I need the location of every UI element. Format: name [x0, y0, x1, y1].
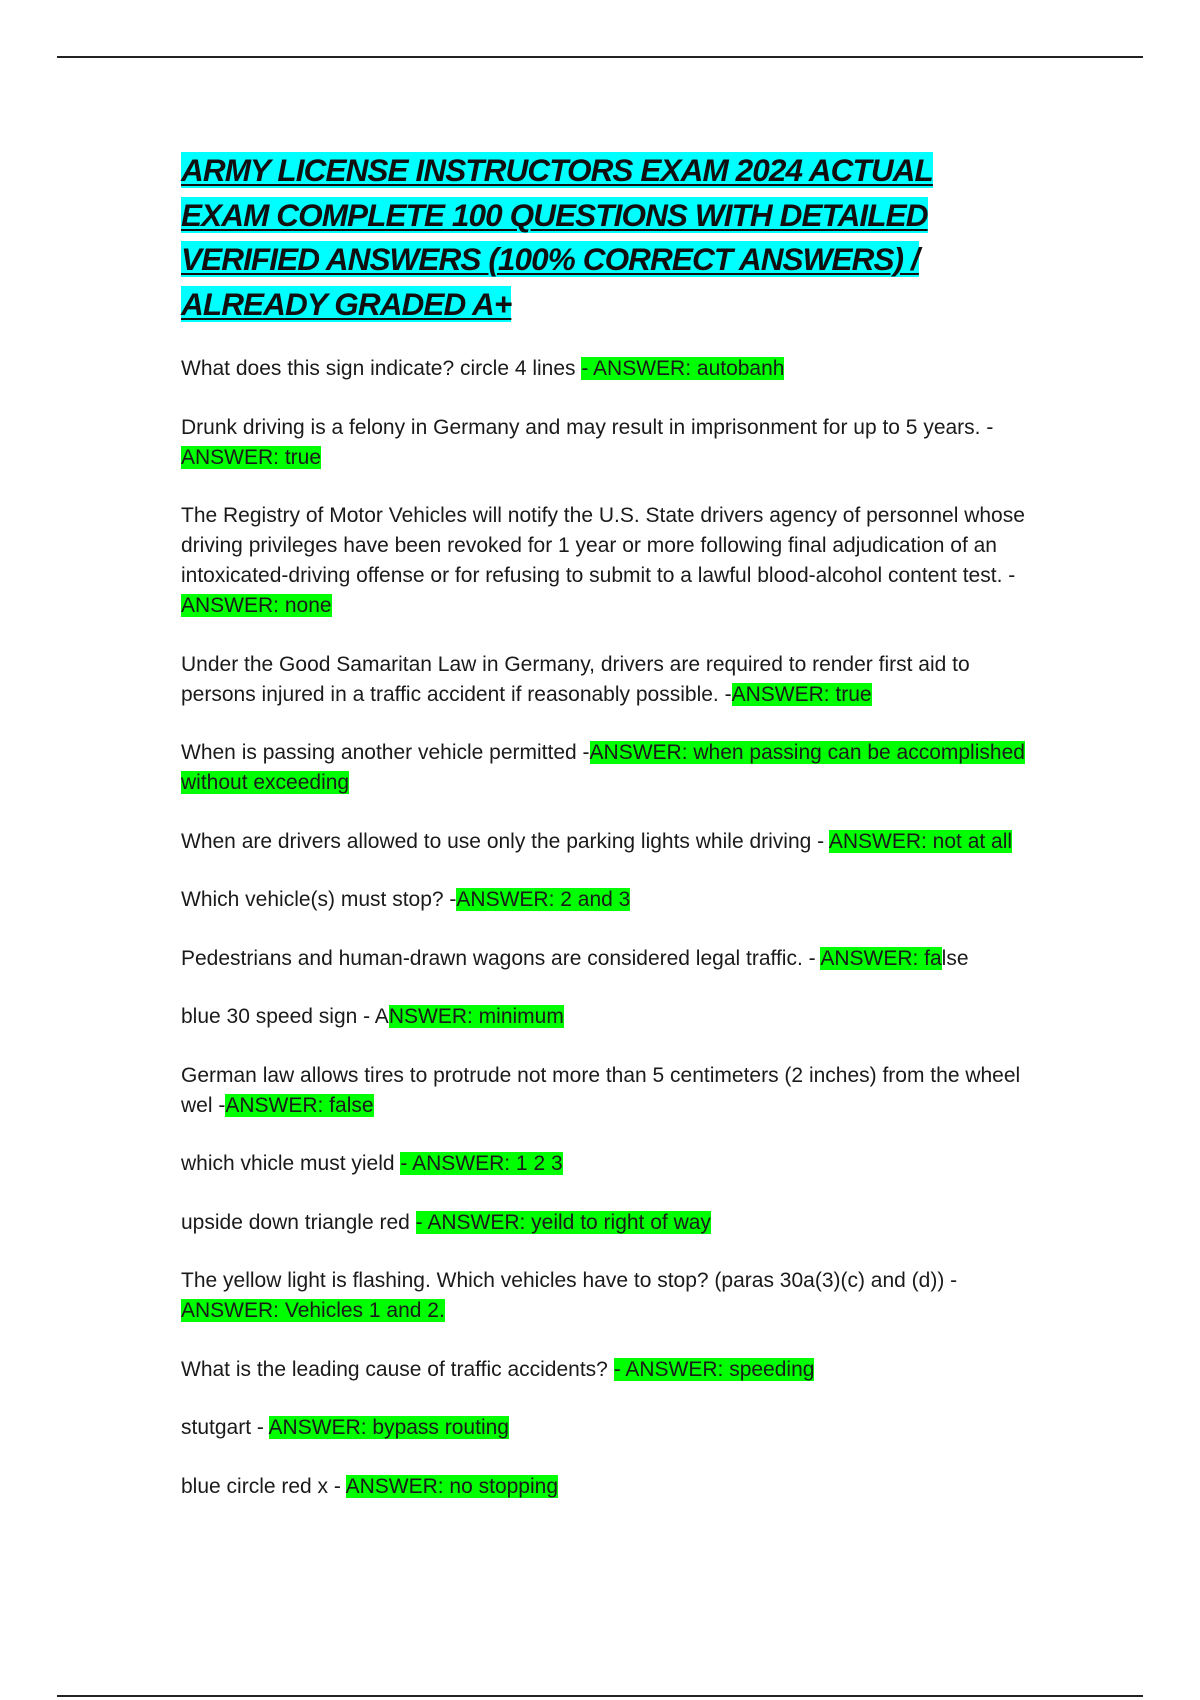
title-line: ALREADY GRADED A+: [181, 285, 512, 322]
qa-item: [181, 501, 1031, 621]
answer-highlight: - ANSWER: speeding: [613, 1357, 815, 1381]
title-line: ARMY LICENSE INSTRUCTORS EXAM 2024 ACTUAL: [181, 152, 933, 188]
qa-item: [181, 413, 1031, 473]
qa-item: [181, 1355, 1031, 1385]
answer-highlight: ANSWER: true: [181, 445, 322, 469]
answer-highlight: ANSWER: none: [181, 594, 332, 617]
title-line: VERIFIED ANSWERS (100% CORRECT ANSWERS) /: [181, 241, 919, 277]
qa-item: [181, 354, 1031, 384]
qa-item: [181, 944, 1031, 974]
qa-item: [181, 738, 1031, 798]
question-text: The yellow light is flashing. Which vehicles have to stop? (paras 30a(3)(c) and (d)) -: [181, 1269, 958, 1292]
qa-item: [181, 1061, 1031, 1121]
qa-item: [181, 885, 1031, 915]
answer-highlight: ANSWER: no stopping: [345, 1474, 559, 1498]
question-text: Which vehicle(s) must stop? -: [181, 888, 457, 911]
answer-highlight: - ANSWER: autobanh: [581, 357, 785, 380]
bottom-rule: [57, 1695, 1143, 1697]
question-text: The Registry of Motor Vehicles will notify the U.S. State drivers agency of personnel whose driving privileges have been revoked for 1 year or more following final adjudication of an intoxicated-driving offense or for refusing to submit to a lawful blood-alcohol content test. -: [181, 504, 1025, 587]
question-text: which vhicle must yield: [181, 1152, 401, 1175]
answer-highlight: ANSWER: not at all: [828, 829, 1013, 853]
answer-highlight: ANSWER: when passing can be accomplished without exceeding: [181, 741, 1025, 794]
qa-item: [181, 1208, 1031, 1238]
question-text: blue circle red x -: [181, 1474, 346, 1498]
question-text: What is the leading cause of traffic accidents?: [181, 1357, 614, 1381]
question-text: When are drivers allowed to use only the parking lights while driving -: [181, 829, 829, 853]
answer-highlight: ANSWER: true: [731, 682, 872, 706]
question-text: What does this sign indicate? circle 4 lines: [181, 357, 582, 380]
question-text: When is passing another vehicle permitted -: [181, 741, 590, 764]
answer-highlight: ANSWER: fa: [820, 946, 942, 970]
qa-item: [181, 1472, 1031, 1502]
answer-highlight: ANSWER: bypass routing: [268, 1416, 509, 1439]
question-text: blue 30 speed sign - A: [181, 1005, 389, 1028]
answer-tail: lse: [941, 946, 969, 970]
qa-item: [181, 827, 1031, 857]
answer-highlight: NSWER: minimum: [388, 1005, 564, 1028]
top-rule: [57, 56, 1143, 58]
qa-item: [181, 650, 1031, 710]
answer-highlight: - ANSWER: 1 2 3: [400, 1152, 563, 1175]
qa-item: [181, 1413, 1031, 1443]
question-text: Drunk driving is a felony in Germany and may result in imprisonment for up to 5 years. -: [181, 415, 994, 439]
document-body: [181, 148, 1031, 1530]
title-line: EXAM COMPLETE 100 QUESTIONS WITH DETAILED: [181, 196, 928, 233]
document-title: [181, 148, 1031, 326]
answer-highlight: ANSWER: false: [225, 1093, 374, 1117]
qa-item: [181, 1149, 1031, 1179]
question-text: Pedestrians and human-drawn wagons are considered legal traffic. -: [181, 946, 821, 970]
qa-item: [181, 1002, 1031, 1032]
question-text: upside down triangle red: [181, 1210, 416, 1234]
answer-highlight: ANSWER: 2 and 3: [456, 888, 631, 911]
answer-highlight: ANSWER: Vehicles 1 and 2.: [181, 1299, 445, 1322]
question-text: German law allows tires to protrude not more than 5 centimeters (2 inches) from the wheel wel -: [181, 1063, 1021, 1117]
question-text: Under the Good Samaritan Law in Germany, drivers are required to render first aid to persons injured in a traffic accident if reasonably possible. -: [181, 652, 970, 706]
answer-highlight: - ANSWER: yeild to right of way: [415, 1210, 711, 1234]
qa-item: [181, 1266, 1031, 1326]
question-text: stutgart -: [181, 1416, 269, 1439]
